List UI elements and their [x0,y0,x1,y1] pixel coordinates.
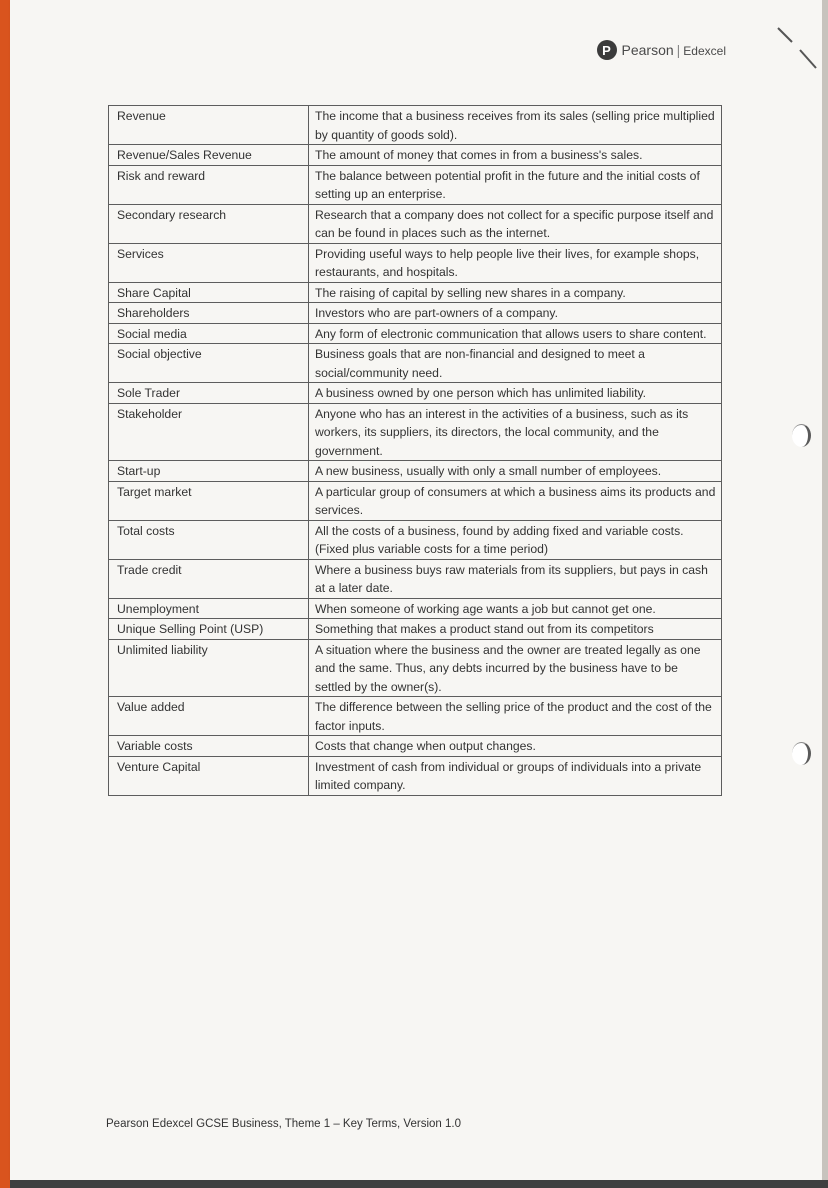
definition-cell: Research that a company does not collect for a specific purpose itself and can be found in places such as the internet. [309,204,722,243]
definition-cell: Investment of cash from individual or groups of individuals into a private limited company. [309,756,722,795]
table-row [109,403,722,461]
term-cell: Unique Selling Point (USP) [109,619,309,640]
page-right-edge [822,0,828,1188]
definition-cell: Providing useful ways to help people live their lives, for example shops, restaurants, and hospitals. [309,243,722,282]
table-row [109,282,722,303]
brand-text [622,42,727,58]
table-row [109,303,722,324]
pearson-logo-icon: P [597,40,617,60]
page-left-edge [0,0,10,1188]
definition-cell: Costs that change when output changes. [309,736,722,757]
definition-cell: A new business, usually with only a small number of employees. [309,461,722,482]
definition-cell: Any form of electronic communication that allows users to share content. [309,323,722,344]
table-row [109,639,722,697]
term-cell: Unemployment [109,598,309,619]
table-row [109,481,722,520]
table-row [109,145,722,166]
punch-hole [792,424,811,447]
term-cell: Shareholders [109,303,309,324]
table-row [109,598,722,619]
table-row [109,204,722,243]
term-cell: Revenue [109,106,309,145]
table-row [109,323,722,344]
table-row [109,344,722,383]
term-cell: Share Capital [109,282,309,303]
term-cell: Trade credit [109,559,309,598]
key-terms-table [108,105,722,796]
definition-cell: A business owned by one person which has unlimited liability. [309,383,722,404]
term-cell: Sole Trader [109,383,309,404]
definition-cell: A particular group of consumers at which a business aims its products and services. [309,481,722,520]
term-cell: Variable costs [109,736,309,757]
definition-cell: Where a business buys raw materials from its suppliers, but pays in cash at a later date. [309,559,722,598]
term-cell: Target market [109,481,309,520]
table-row [109,619,722,640]
definition-cell: The difference between the selling price of the product and the cost of the factor inputs. [309,697,722,736]
term-cell: Venture Capital [109,756,309,795]
table-row [109,559,722,598]
pearson-edexcel-logo [597,40,727,60]
definition-cell: The income that a business receives from its sales (selling price multiplied by quantity of goods sold). [309,106,722,145]
brand-separator: | [676,42,681,58]
definition-cell: The raising of capital by selling new shares in a company. [309,282,722,303]
table-row [109,243,722,282]
term-cell: Total costs [109,520,309,559]
definition-cell: Investors who are part-owners of a company. [309,303,722,324]
table-row [109,461,722,482]
term-cell: Revenue/Sales Revenue [109,145,309,166]
table-row [109,756,722,795]
term-cell: Value added [109,697,309,736]
term-cell: Risk and reward [109,165,309,204]
definition-cell: The amount of money that comes in from a business's sales. [309,145,722,166]
brand-name: Pearson [621,42,674,58]
definition-cell: The balance between potential profit in the future and the initial costs of setting up an enterprise. [309,165,722,204]
term-cell: Secondary research [109,204,309,243]
term-cell: Services [109,243,309,282]
table-row [109,165,722,204]
definition-cell: Something that makes a product stand out from its competitors [309,619,722,640]
definition-cell: A situation where the business and the owner are treated legally as one and the same. Thus, any debts incurred by the business have to be settled by the owner(s). [309,639,722,697]
term-cell: Stakeholder [109,403,309,461]
punch-hole [792,742,811,765]
term-cell: Start-up [109,461,309,482]
page-footer: Pearson Edexcel GCSE Business, Theme 1 – Key Terms, Version 1.0 [106,1118,461,1130]
table-row [109,383,722,404]
definition-cell: All the costs of a business, found by adding fixed and variable costs. (Fixed plus variable costs for a time period) [309,520,722,559]
definition-cell: Business goals that are non-financial and designed to meet a social/community need. [309,344,722,383]
table-row [109,106,722,145]
definition-cell: When someone of working age wants a job but cannot get one. [309,598,722,619]
key-terms-body [109,106,722,796]
term-cell: Unlimited liability [109,639,309,697]
term-cell: Social objective [109,344,309,383]
term-cell: Social media [109,323,309,344]
table-row [109,697,722,736]
definition-cell: Anyone who has an interest in the activities of a business, such as its workers, its suppliers, its directors, the local community, and the government. [309,403,722,461]
brand-sub: Edexcel [683,44,726,58]
staple-mark-icon [762,18,822,78]
table-row [109,520,722,559]
page-bottom-shadow [10,1180,828,1188]
table-row [109,736,722,757]
